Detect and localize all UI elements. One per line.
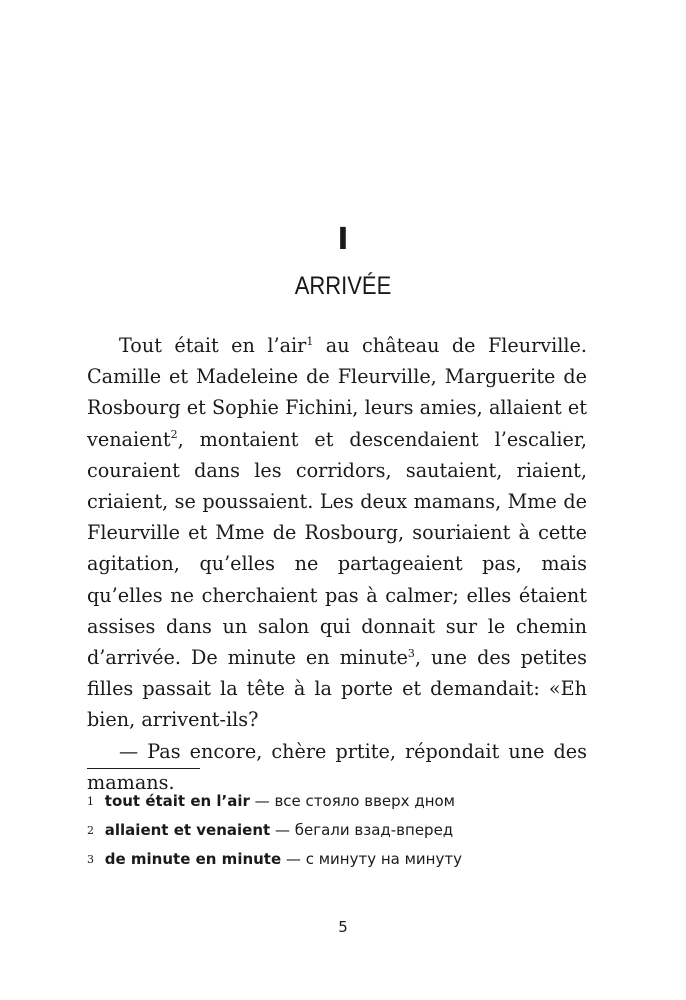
footnote-term: de minute en minute [104,850,282,868]
footnote-translation: — бегали взад-вперед [270,821,454,839]
body-text [87,330,587,798]
text-segment: au château de Fleurville. Camille et Madeleine de Fleurville, Marguerite de Rosbourg et Sophie Fichini, leurs amies, allaient et venaient [87,334,587,451]
text-segment: , montaient et descendaient l’escalier, couraient dans les corridors, sautaient, riaient, criaient, se poussaient. Les deux mamans, Mme de Fleurville et Mme de Rosbourg, souriaient à cette agitation, qu’elles ne partageaient pas, mais qu’elles ne cherchaient pas à calmer; elles étaient assises dans un salon qui donnait sur le chemin d’arrivée. De minute en minute [87,427,587,670]
footnote-item [87,787,607,816]
text-segment: , une des petites filles passait la tête à la porte et demandait: «Eh bien, arrivent-ils? [87,646,587,732]
text-segment: — Pas encore, chère prtite, répondait une des mamans. [87,739,587,794]
footnote-item [87,816,607,845]
footnote-ref-1[interactable]: 1 [306,334,314,348]
footnote-item [87,845,607,874]
footnote-term: tout était en l’air [104,792,250,810]
footnote-translation: — с минуту на минуту [281,850,462,868]
chapter-number: I [337,222,349,257]
footnotes-list [87,787,607,874]
text-segment: Tout était en l’air [119,334,307,357]
footnote-number: 2 [87,824,94,837]
footnote-ref-3[interactable]: 3 [407,646,415,660]
footnote-translation: — все стояло вверх дном [249,792,455,810]
footnote-number: 1 [87,795,94,808]
footnote-ref-2[interactable]: 2 [170,428,178,442]
footnote-term: allaient et venaient [104,821,271,839]
footnote-number: 3 [87,853,94,866]
page-number: 5 [338,918,348,936]
chapter-title: ARRIVÉE [294,272,392,300]
paragraph-1 [87,330,587,736]
footnote-divider [87,768,200,769]
